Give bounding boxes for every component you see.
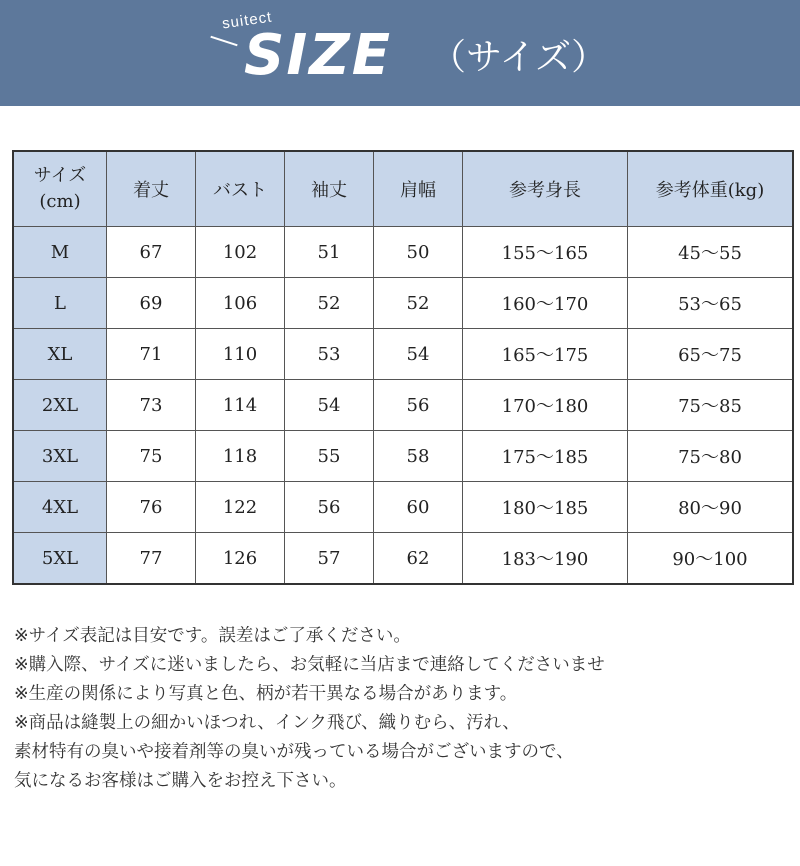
table-row: [13, 329, 793, 380]
table-cell: 122: [196, 482, 285, 533]
table-row: [13, 278, 793, 329]
brand-name: suitect: [221, 8, 274, 33]
table-cell: 170〜180: [463, 380, 628, 431]
table-cell: 175〜185: [463, 431, 628, 482]
header-bust: バスト: [196, 151, 285, 227]
header-length: 着丈: [107, 151, 196, 227]
note-line: ※生産の関係により写真と色、柄が若干異なる場合があります。: [14, 684, 518, 704]
table-cell: 54: [285, 380, 374, 431]
table-row: [13, 482, 793, 533]
note-line: 気になるお客様はご購入をお控え下さい。: [14, 771, 347, 791]
table-cell: 65〜75: [628, 329, 794, 380]
table-cell: 53〜65: [628, 278, 794, 329]
table-cell: 71: [107, 329, 196, 380]
table-cell: 76: [107, 482, 196, 533]
header-shoulder: 肩幅: [374, 151, 463, 227]
table-cell: 183〜190: [463, 533, 628, 585]
size-label-cell: 5XL: [13, 533, 107, 585]
table-cell: 50: [374, 227, 463, 278]
table-cell: 75: [107, 431, 196, 482]
size-label-cell: 3XL: [13, 431, 107, 482]
size-table: [12, 150, 794, 585]
table-cell: 60: [374, 482, 463, 533]
table-cell: 58: [374, 431, 463, 482]
size-label-cell: M: [13, 227, 107, 278]
notes: [14, 622, 605, 796]
header-weight: 参考体重(kg): [628, 151, 794, 227]
table-cell: 69: [107, 278, 196, 329]
size-label-cell: L: [13, 278, 107, 329]
size-label-cell: XL: [13, 329, 107, 380]
table-cell: 75〜85: [628, 380, 794, 431]
note-line: 素材特有の臭いや接着剤等の臭いが残っている場合がございますので、: [14, 742, 574, 762]
header-size: サイズ (cm): [13, 151, 107, 227]
table-cell: 106: [196, 278, 285, 329]
table-cell: 77: [107, 533, 196, 585]
decorative-slash: [210, 36, 237, 47]
table-cell: 155〜165: [463, 227, 628, 278]
header-sleeve: 袖丈: [285, 151, 374, 227]
table-cell: 67: [107, 227, 196, 278]
table-cell: 55: [285, 431, 374, 482]
table-cell: 45〜55: [628, 227, 794, 278]
header-banner: [0, 0, 800, 106]
header-height: 参考身長: [463, 151, 628, 227]
table-cell: 90〜100: [628, 533, 794, 585]
table-row: [13, 431, 793, 482]
table-cell: 118: [196, 431, 285, 482]
table-cell: 126: [196, 533, 285, 585]
table-cell: 52: [374, 278, 463, 329]
table-cell: 160〜170: [463, 278, 628, 329]
note-line: ※サイズ表記は目安です。誤差はご了承ください。: [14, 626, 411, 646]
table-cell: 180〜185: [463, 482, 628, 533]
table-cell: 80〜90: [628, 482, 794, 533]
note-line: ※購入際、サイズに迷いましたら、お気軽に当店まで連絡してくださいませ: [14, 655, 605, 675]
table-cell: 114: [196, 380, 285, 431]
table-header-row: [13, 151, 793, 227]
table-cell: 165〜175: [463, 329, 628, 380]
table-cell: 102: [196, 227, 285, 278]
table-row: [13, 533, 793, 585]
table-cell: 52: [285, 278, 374, 329]
table-cell: 62: [374, 533, 463, 585]
table-cell: 56: [285, 482, 374, 533]
table-row: [13, 227, 793, 278]
table-cell: 56: [374, 380, 463, 431]
size-subtitle: （サイズ）: [430, 37, 608, 78]
note-line: ※商品は縫製上の細かいほつれ、インク飛び、織りむら、汚れ、: [14, 713, 520, 733]
table-cell: 75〜80: [628, 431, 794, 482]
table-cell: 57: [285, 533, 374, 585]
table-cell: 73: [107, 380, 196, 431]
size-logo: SIZE: [244, 23, 393, 88]
size-label-cell: 4XL: [13, 482, 107, 533]
table-row: [13, 380, 793, 431]
table-cell: 53: [285, 329, 374, 380]
size-label-cell: 2XL: [13, 380, 107, 431]
table-cell: 54: [374, 329, 463, 380]
table-cell: 51: [285, 227, 374, 278]
table-cell: 110: [196, 329, 285, 380]
